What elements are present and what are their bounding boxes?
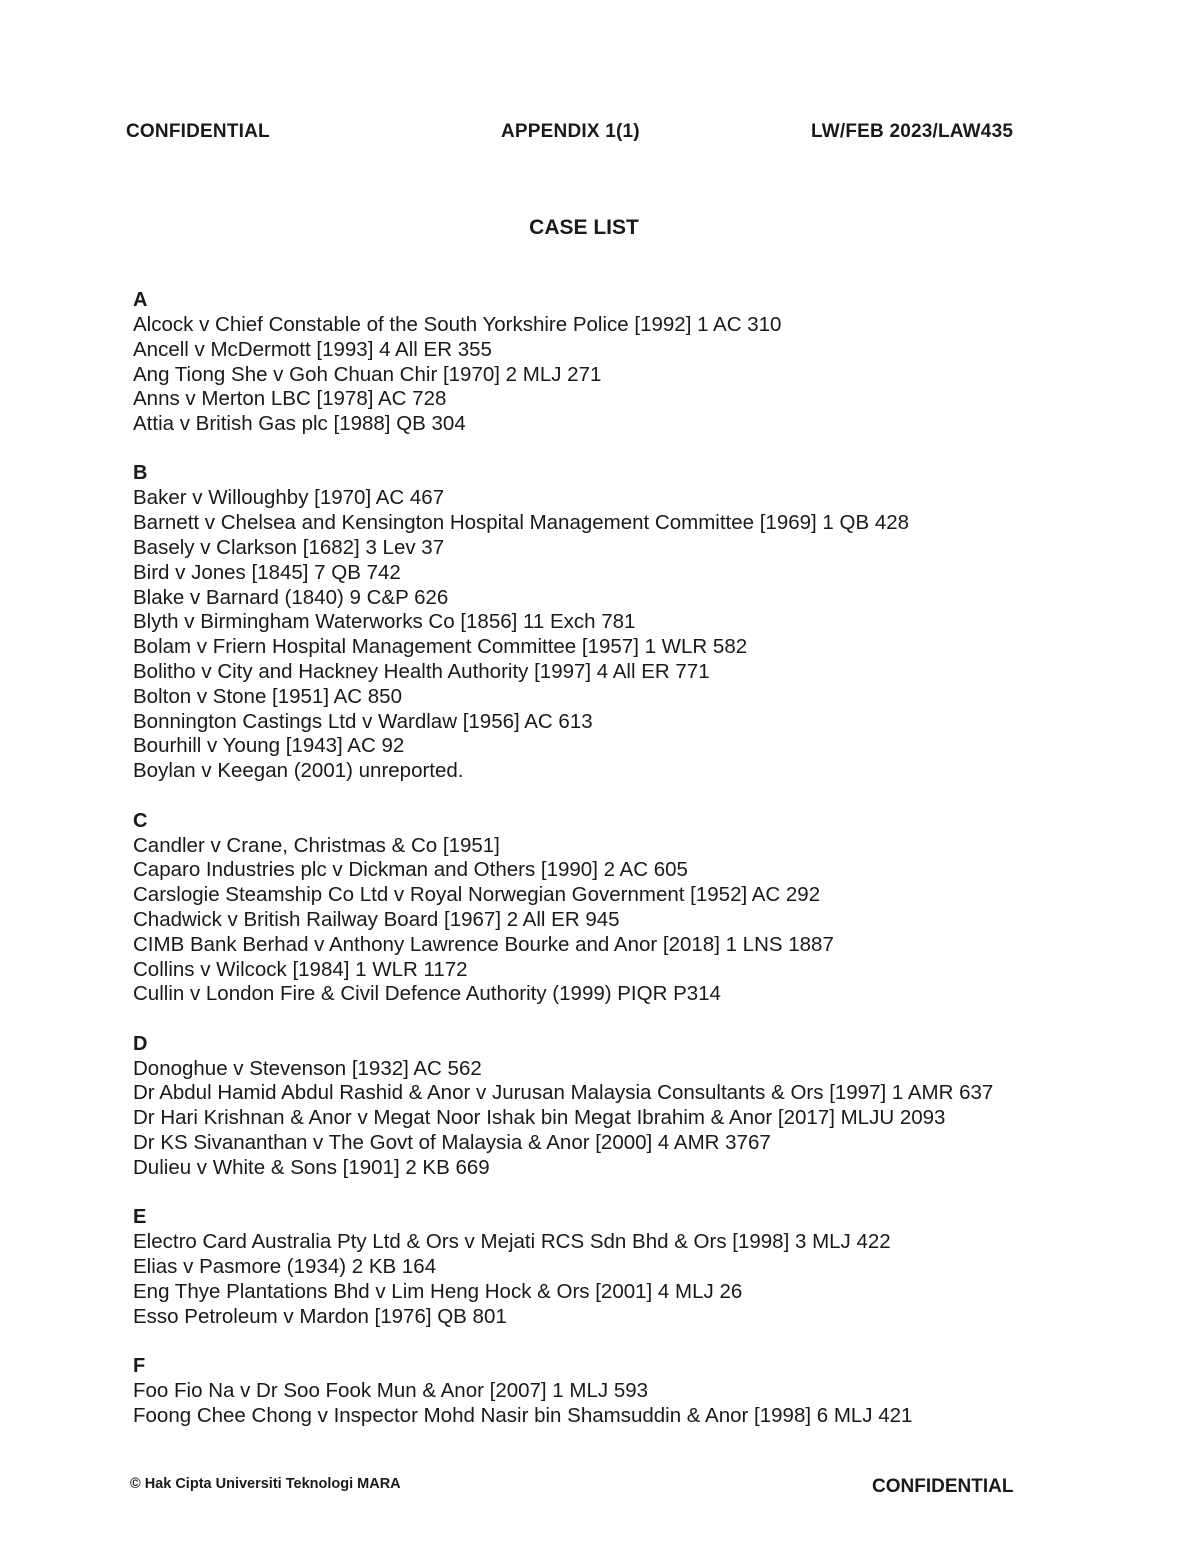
case-entry: Foo Fio Na v Dr Soo Fook Mun & Anor [2007] 1 MLJ 593 [133, 1378, 649, 1402]
section-a [133, 288, 1038, 437]
case-entry: Electro Card Australia Pty Ltd & Ors v Mejati RCS Sdn Bhd & Ors [1998] 3 MLJ 422 [133, 1230, 891, 1254]
case-list [133, 834, 1038, 1008]
section-f [133, 1354, 1038, 1429]
case-list [133, 1057, 1038, 1181]
case-entry: Barnett v Chelsea and Kensington Hospital Management Committee [1969] 1 QB 428 [133, 511, 910, 535]
case-entry: Bolton v Stone [1951] AC 850 [133, 684, 402, 708]
section-letter: A [133, 289, 148, 311]
case-entry: Blake v Barnard (1840) 9 C&P 626 [133, 585, 449, 609]
case-entry: Dr Abdul Hamid Abdul Rashid & Anor v Jurusan Malaysia Consultants & Ors [1997] 1 AMR 637 [133, 1081, 994, 1105]
case-entry: Bourhill v Young [1943] AC 92 [133, 734, 405, 758]
case-entry: Attia v British Gas plc [1988] QB 304 [133, 412, 466, 436]
case-list [133, 486, 1038, 784]
case-entry: Bolitho v City and Hackney Health Authority [1997] 4 All ER 771 [133, 660, 710, 684]
case-entry: Caparo Industries plc v Dickman and Others [1990] 2 AC 605 [133, 858, 688, 882]
case-entry: Candler v Crane, Christmas & Co [1951] [133, 833, 500, 857]
section-letter: C [133, 809, 148, 832]
case-list [133, 1230, 1038, 1329]
section-c [133, 809, 1038, 1008]
case-entry: Boylan v Keegan (2001) unreported. [133, 759, 464, 783]
case-entry: Foong Chee Chong v Inspector Mohd Nasir bin Shamsuddin & Anor [1998] 6 MLJ 421 [133, 1403, 913, 1427]
case-entry: Dr Hari Krishnan & Anor v Megat Noor Ishak bin Megat Ibrahim & Anor [2017] MLJU 2093 [133, 1106, 946, 1130]
case-entry: Eng Thye Plantations Bhd v Lim Heng Hock & Ors [2001] 4 MLJ 26 [133, 1279, 743, 1303]
case-entry: Anns v Merton LBC [1978] AC 728 [133, 387, 447, 411]
case-entry: Elias v Pasmore (1934) 2 KB 164 [133, 1254, 437, 1278]
case-entry: Baker v Willoughby [1970] AC 467 [133, 486, 445, 510]
footer-copyright: © Hak Cipta Universiti Teknologi MARA [130, 1476, 401, 1492]
section-letter: F [133, 1354, 146, 1377]
case-entry: Collins v Wilcock [1984] 1 WLR 1172 [133, 957, 468, 981]
case-entry: Bonnington Castings Ltd v Wardlaw [1956] AC 613 [133, 709, 593, 733]
case-entry: Alcock v Chief Constable of the South Yorkshire Police [1992] 1 AC 310 [133, 313, 782, 336]
case-entry: Bolam v Friern Hospital Management Committee [1957] 1 WLR 582 [133, 635, 748, 659]
case-entry: Dr KS Sivananthan v The Govt of Malaysia & Anor [2000] 4 AMR 3767 [133, 1131, 771, 1155]
case-list-sections [133, 288, 1038, 1453]
case-entry: Ancell v McDermott [1993] 4 All ER 355 [133, 337, 492, 361]
case-entry: Blyth v Birmingham Waterworks Co [1856] 11 Exch 781 [133, 610, 636, 634]
section-e [133, 1205, 1038, 1329]
case-entry: Carslogie Steamship Co Ltd v Royal Norwegian Government [1952] AC 292 [133, 883, 821, 907]
section-letter: E [133, 1206, 147, 1229]
page-title: CASE LIST [529, 216, 639, 239]
section-letter: D [133, 1032, 148, 1055]
section-letter: B [133, 462, 148, 485]
case-entry: Esso Petroleum v Mardon [1976] QB 801 [133, 1304, 507, 1328]
section-b [133, 461, 1038, 784]
case-list [133, 1379, 1038, 1429]
case-entry: Dulieu v White & Sons [1901] 2 KB 669 [133, 1155, 490, 1179]
section-d [133, 1032, 1038, 1181]
case-entry: Ang Tiong She v Goh Chuan Chir [1970] 2 MLJ 271 [133, 362, 602, 386]
case-entry: Basely v Clarkson [1682] 3 Lev 37 [133, 536, 445, 560]
header-course-code: LW/FEB 2023/LAW435 [811, 121, 1014, 142]
case-entry: Cullin v London Fire & Civil Defence Authority (1999) PIQR P314 [133, 982, 721, 1006]
case-entry: Chadwick v British Railway Board [1967] 2 All ER 945 [133, 907, 620, 931]
header-confidential-label: CONFIDENTIAL [126, 121, 270, 142]
case-entry: Bird v Jones [1845] 7 QB 742 [133, 560, 401, 584]
footer-confidential-label: CONFIDENTIAL [872, 1476, 1014, 1497]
header-appendix-label: APPENDIX 1(1) [501, 121, 640, 142]
case-entry: CIMB Bank Berhad v Anthony Lawrence Bourke and Anor [2018] 1 LNS 1887 [133, 932, 834, 956]
case-list [133, 313, 1038, 437]
case-entry: Donoghue v Stevenson [1932] AC 562 [133, 1056, 482, 1080]
